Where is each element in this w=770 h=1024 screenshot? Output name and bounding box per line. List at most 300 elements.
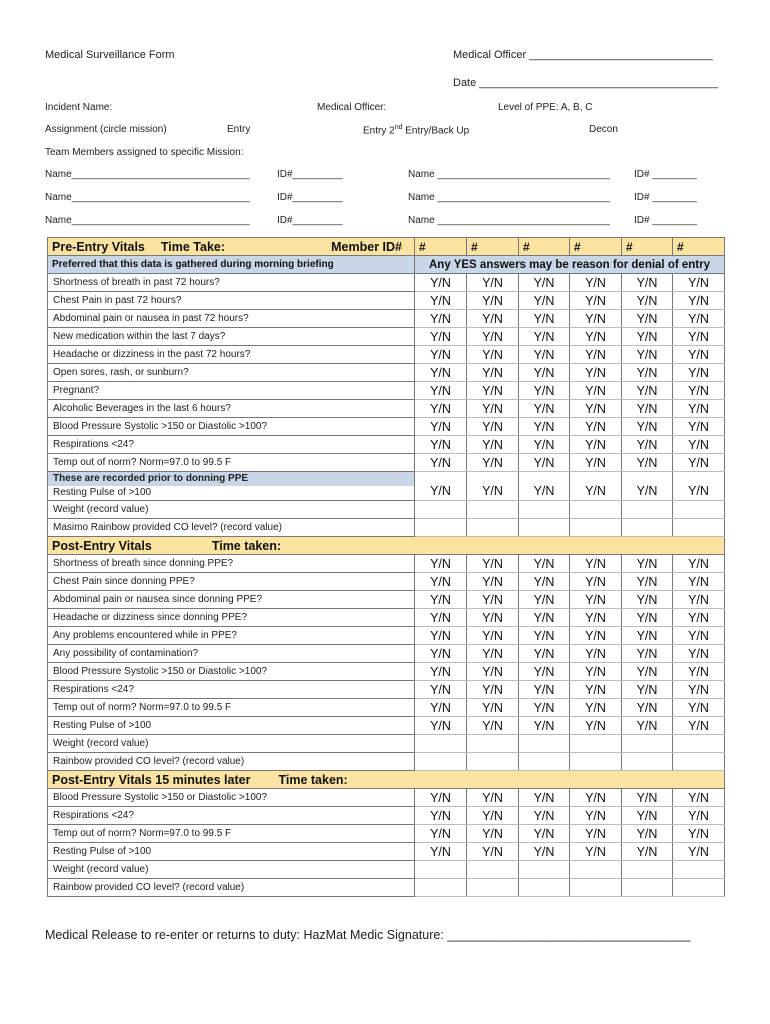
yn-answer-cell[interactable]: Y/N: [415, 454, 467, 472]
yn-answer-cell[interactable]: Y/N: [673, 555, 725, 573]
team-id-field[interactable]: ID# ________: [634, 169, 697, 180]
value-entry-cell[interactable]: [415, 501, 467, 519]
yn-answer-cell[interactable]: Y/N: [519, 472, 570, 501]
value-entry-cell[interactable]: [467, 519, 519, 537]
incident-name-label: Incident Name:: [45, 102, 113, 113]
value-entry-cell[interactable]: [570, 879, 622, 897]
table-row: [48, 519, 725, 537]
value-entry-cell[interactable]: [467, 501, 519, 519]
yn-answer-cell[interactable]: Y/N: [467, 843, 519, 861]
table-row: [48, 454, 725, 472]
member-id-cell[interactable]: #: [570, 238, 622, 256]
yn-answer-cell[interactable]: Y/N: [622, 274, 673, 292]
yn-answer-cell[interactable]: Y/N: [622, 454, 673, 472]
yn-answer-cell[interactable]: Y/N: [570, 400, 622, 418]
yn-answer-cell[interactable]: Y/N: [415, 591, 467, 609]
value-entry-cell[interactable]: [415, 879, 467, 897]
yn-answer-cell[interactable]: Y/N: [673, 789, 725, 807]
yn-answer-cell[interactable]: Y/N: [622, 681, 673, 699]
yn-answer-cell[interactable]: Y/N: [519, 346, 570, 364]
yn-answer-cell[interactable]: Y/N: [570, 418, 622, 436]
yn-answer-cell[interactable]: Y/N: [570, 472, 622, 501]
table-row: [48, 753, 725, 771]
yn-answer-cell[interactable]: Y/N: [467, 717, 519, 735]
table-row: [48, 807, 725, 825]
question-label: Temp out of norm? Norm=97.0 to 99.5 F: [48, 454, 415, 472]
yn-answer-cell[interactable]: Y/N: [519, 454, 570, 472]
yn-answer-cell[interactable]: Y/N: [673, 609, 725, 627]
yn-answer-cell[interactable]: Y/N: [519, 789, 570, 807]
value-entry-cell[interactable]: [415, 753, 467, 771]
yn-answer-cell[interactable]: Y/N: [622, 843, 673, 861]
value-entry-cell[interactable]: [673, 735, 725, 753]
yn-answer-cell[interactable]: Y/N: [570, 789, 622, 807]
yn-answer-cell[interactable]: Y/N: [467, 555, 519, 573]
post-entry-time-label: Time taken:: [211, 538, 282, 553]
question-label: Shortness of breath since donning PPE?: [48, 555, 415, 573]
yn-answer-cell[interactable]: Y/N: [622, 825, 673, 843]
yn-answer-cell[interactable]: Y/N: [519, 627, 570, 645]
yn-answer-cell[interactable]: Y/N: [570, 717, 622, 735]
value-entry-cell[interactable]: [519, 501, 570, 519]
question-label: Respirations <24?: [48, 436, 415, 454]
yn-answer-cell[interactable]: Y/N: [570, 346, 622, 364]
yn-answer-cell[interactable]: Y/N: [467, 663, 519, 681]
table-row: [48, 364, 725, 382]
medical-officer-line[interactable]: Medical Officer ______________________________: [453, 49, 713, 61]
table-row: [48, 771, 725, 789]
yn-answer-cell[interactable]: Y/N: [415, 609, 467, 627]
question-label: New medication within the last 7 days?: [48, 328, 415, 346]
pre-entry-header: [48, 238, 415, 256]
yn-answer-cell[interactable]: Y/N: [570, 274, 622, 292]
question-label: Respirations <24?: [48, 681, 415, 699]
yn-answer-cell[interactable]: Y/N: [519, 825, 570, 843]
yn-answer-cell[interactable]: Y/N: [622, 310, 673, 328]
question-label: Masimo Rainbow provided CO level? (record value): [48, 519, 415, 537]
member-id-cell[interactable]: #: [622, 238, 673, 256]
table-row: [48, 555, 725, 573]
mission-entry[interactable]: Entry: [227, 124, 251, 135]
yn-answer-cell[interactable]: Y/N: [519, 418, 570, 436]
yn-answer-cell[interactable]: Y/N: [415, 807, 467, 825]
yn-answer-cell[interactable]: Y/N: [415, 364, 467, 382]
yn-answer-cell[interactable]: Y/N: [622, 573, 673, 591]
question-label: Rainbow provided CO level? (record value): [48, 753, 415, 771]
team-id-field[interactable]: ID#_________: [277, 169, 343, 180]
yn-answer-cell[interactable]: Y/N: [519, 681, 570, 699]
value-entry-cell[interactable]: [570, 501, 622, 519]
value-entry-cell[interactable]: [570, 735, 622, 753]
yn-answer-cell[interactable]: Y/N: [415, 436, 467, 454]
yn-answer-cell[interactable]: Y/N: [467, 609, 519, 627]
value-entry-cell[interactable]: [519, 753, 570, 771]
yn-answer-cell[interactable]: Y/N: [570, 328, 622, 346]
value-entry-cell[interactable]: [622, 519, 673, 537]
value-entry-cell[interactable]: [673, 861, 725, 879]
yn-answer-cell[interactable]: Y/N: [622, 627, 673, 645]
yn-answer-cell[interactable]: Y/N: [673, 573, 725, 591]
yn-answer-cell[interactable]: Y/N: [622, 328, 673, 346]
question-label: Weight (record value): [48, 861, 415, 879]
yn-answer-cell[interactable]: Y/N: [622, 418, 673, 436]
question-label: Rainbow provided CO level? (record value): [48, 879, 415, 897]
yn-answer-cell[interactable]: Y/N: [519, 292, 570, 310]
question-label: Weight (record value): [48, 735, 415, 753]
yn-answer-cell[interactable]: Y/N: [570, 310, 622, 328]
yn-answer-cell[interactable]: Y/N: [570, 382, 622, 400]
question-label: Open sores, rash, or sunburn?: [48, 364, 415, 382]
yn-answer-cell[interactable]: Y/N: [415, 645, 467, 663]
question-label: Shortness of breath in past 72 hours?: [48, 274, 415, 292]
question-label: Resting Pulse of >100: [53, 487, 152, 498]
yn-answer-cell[interactable]: Y/N: [467, 274, 519, 292]
question-label: Blood Pressure Systolic >150 or Diastolic >100?: [48, 418, 415, 436]
yn-answer-cell[interactable]: Y/N: [467, 645, 519, 663]
vitals-table: [47, 237, 725, 897]
yn-answer-cell[interactable]: Y/N: [622, 382, 673, 400]
question-label: Any problems encountered while in PPE?: [48, 627, 415, 645]
yn-answer-cell[interactable]: Y/N: [467, 789, 519, 807]
yn-answer-cell[interactable]: Y/N: [673, 346, 725, 364]
table-row: [48, 537, 725, 555]
yn-answer-cell[interactable]: Y/N: [673, 472, 725, 501]
question-label: Temp out of norm? Norm=97.0 to 99.5 F: [48, 825, 415, 843]
value-entry-cell[interactable]: [519, 861, 570, 879]
yn-answer-cell[interactable]: Y/N: [467, 310, 519, 328]
mission-decon[interactable]: Decon: [589, 124, 618, 135]
value-entry-cell[interactable]: [570, 861, 622, 879]
yn-answer-cell[interactable]: Y/N: [415, 346, 467, 364]
yes-answers-note: Any YES answers may be reason for denial of entry: [415, 256, 725, 274]
yn-answer-cell[interactable]: Y/N: [673, 328, 725, 346]
yn-answer-cell[interactable]: Y/N: [415, 843, 467, 861]
member-id-cell[interactable]: #: [467, 238, 519, 256]
yn-answer-cell[interactable]: Y/N: [519, 591, 570, 609]
yn-answer-cell[interactable]: Y/N: [673, 681, 725, 699]
member-id-cell[interactable]: #: [415, 238, 467, 256]
yn-answer-cell[interactable]: Y/N: [467, 472, 519, 501]
yn-answer-cell[interactable]: Y/N: [415, 573, 467, 591]
yn-answer-cell[interactable]: Y/N: [415, 699, 467, 717]
value-entry-cell[interactable]: [467, 735, 519, 753]
value-entry-cell[interactable]: [467, 861, 519, 879]
table-row: [48, 825, 725, 843]
question-label: Temp out of norm? Norm=97.0 to 99.5 F: [48, 699, 415, 717]
table-row: [48, 310, 725, 328]
question-label: Headache or dizziness in the past 72 hours?: [48, 346, 415, 364]
table-row: [48, 591, 725, 609]
value-entry-cell[interactable]: [415, 735, 467, 753]
yn-answer-cell[interactable]: Y/N: [467, 807, 519, 825]
yn-answer-cell[interactable]: Y/N: [622, 807, 673, 825]
table-row: [48, 238, 725, 256]
yn-answer-cell[interactable]: Y/N: [673, 699, 725, 717]
yn-answer-cell[interactable]: Y/N: [673, 382, 725, 400]
post-entry-15-header: [48, 771, 725, 789]
yn-answer-cell[interactable]: Y/N: [622, 472, 673, 501]
yn-answer-cell[interactable]: Y/N: [570, 807, 622, 825]
pre-entry-title: Pre-Entry Vitals: [52, 239, 145, 254]
value-entry-cell[interactable]: [570, 519, 622, 537]
question-label: Blood Pressure Systolic >150 or Diastolic >100?: [48, 789, 415, 807]
yn-answer-cell[interactable]: Y/N: [467, 364, 519, 382]
team-name-field[interactable]: Name _______________________________: [408, 192, 610, 203]
value-entry-cell[interactable]: [622, 753, 673, 771]
yn-answer-cell[interactable]: Y/N: [570, 663, 622, 681]
yn-answer-cell[interactable]: Y/N: [415, 825, 467, 843]
value-entry-cell[interactable]: [570, 753, 622, 771]
member-id-cell[interactable]: #: [519, 238, 570, 256]
yn-answer-cell[interactable]: Y/N: [519, 609, 570, 627]
yn-answer-cell[interactable]: Y/N: [467, 436, 519, 454]
yn-answer-cell[interactable]: Y/N: [415, 627, 467, 645]
yn-answer-cell[interactable]: Y/N: [673, 843, 725, 861]
table-row: [48, 292, 725, 310]
yn-answer-cell[interactable]: Y/N: [570, 364, 622, 382]
form-title: Medical Surveillance Form: [45, 49, 175, 61]
yn-answer-cell[interactable]: Y/N: [570, 454, 622, 472]
yn-answer-cell[interactable]: Y/N: [622, 717, 673, 735]
yn-answer-cell[interactable]: Y/N: [467, 825, 519, 843]
value-entry-cell[interactable]: [673, 879, 725, 897]
team-name-field[interactable]: Name________________________________: [45, 215, 250, 226]
table-row: [48, 436, 725, 454]
table-row: [48, 346, 725, 364]
value-entry-cell[interactable]: [467, 879, 519, 897]
yn-answer-cell[interactable]: Y/N: [519, 274, 570, 292]
value-entry-cell[interactable]: [673, 501, 725, 519]
yn-answer-cell[interactable]: Y/N: [519, 807, 570, 825]
yn-answer-cell[interactable]: Y/N: [673, 627, 725, 645]
yn-answer-cell[interactable]: Y/N: [673, 454, 725, 472]
question-label: Blood Pressure Systolic >150 or Diastolic >100?: [48, 663, 415, 681]
table-row: [48, 879, 725, 897]
yn-answer-cell[interactable]: Y/N: [570, 825, 622, 843]
yn-answer-cell[interactable]: Y/N: [673, 807, 725, 825]
question-label: Chest Pain since donning PPE?: [48, 573, 415, 591]
yn-answer-cell[interactable]: Y/N: [673, 663, 725, 681]
value-entry-cell[interactable]: [622, 735, 673, 753]
table-row: [48, 735, 725, 753]
yn-answer-cell[interactable]: Y/N: [673, 310, 725, 328]
question-label: Chest Pain in past 72 hours?: [48, 292, 415, 310]
yn-answer-cell[interactable]: Y/N: [622, 364, 673, 382]
yn-answer-cell[interactable]: Y/N: [415, 310, 467, 328]
team-id-field[interactable]: ID# ________: [634, 215, 697, 226]
yn-answer-cell[interactable]: Y/N: [622, 591, 673, 609]
yn-answer-cell[interactable]: Y/N: [467, 382, 519, 400]
yn-answer-cell[interactable]: Y/N: [622, 609, 673, 627]
yn-answer-cell[interactable]: Y/N: [467, 292, 519, 310]
yn-answer-cell[interactable]: Y/N: [519, 573, 570, 591]
yn-answer-cell[interactable]: Y/N: [519, 645, 570, 663]
value-entry-cell[interactable]: [415, 519, 467, 537]
yn-answer-cell[interactable]: Y/N: [467, 627, 519, 645]
level-ppe-label: Level of PPE: A, B, C: [498, 102, 593, 113]
table-row: [48, 382, 725, 400]
table-row: [48, 400, 725, 418]
table-row: [48, 843, 725, 861]
yn-answer-cell[interactable]: Y/N: [415, 328, 467, 346]
value-entry-cell[interactable]: [415, 861, 467, 879]
yn-answer-cell[interactable]: Y/N: [622, 436, 673, 454]
yn-answer-cell[interactable]: Y/N: [415, 681, 467, 699]
yn-answer-cell[interactable]: Y/N: [519, 328, 570, 346]
question-label: Abdominal pain or nausea since donning PPE?: [48, 591, 415, 609]
yn-answer-cell[interactable]: Y/N: [415, 555, 467, 573]
yn-answer-cell[interactable]: Y/N: [415, 400, 467, 418]
question-label: Abdominal pain or nausea in past 72 hours?: [48, 310, 415, 328]
table-row: [48, 789, 725, 807]
yn-answer-cell[interactable]: Y/N: [467, 591, 519, 609]
value-entry-cell[interactable]: [519, 519, 570, 537]
yn-answer-cell[interactable]: Y/N: [519, 663, 570, 681]
yn-answer-cell[interactable]: Y/N: [415, 717, 467, 735]
value-entry-cell[interactable]: [622, 879, 673, 897]
yn-answer-cell[interactable]: Y/N: [673, 418, 725, 436]
question-label: Weight (record value): [48, 501, 415, 519]
yn-answer-cell[interactable]: Y/N: [622, 645, 673, 663]
post-entry-15-time-label: Time taken:: [278, 772, 348, 787]
yn-answer-cell[interactable]: Y/N: [415, 274, 467, 292]
donning-note: These are recorded prior to donning PPE: [48, 472, 414, 486]
question-label: Resting Pulse of >100: [48, 717, 415, 735]
yn-answer-cell[interactable]: Y/N: [570, 555, 622, 573]
yn-answer-cell[interactable]: Y/N: [570, 843, 622, 861]
yn-answer-cell[interactable]: Y/N: [622, 789, 673, 807]
yn-answer-cell[interactable]: Y/N: [415, 292, 467, 310]
table-row: [48, 418, 725, 436]
yn-answer-cell[interactable]: Y/N: [673, 400, 725, 418]
yn-answer-cell[interactable]: Y/N: [519, 364, 570, 382]
yn-answer-cell[interactable]: Y/N: [673, 436, 725, 454]
yn-answer-cell[interactable]: Y/N: [673, 717, 725, 735]
donning-pulse-cell: [48, 472, 415, 501]
team-name-field[interactable]: Name _______________________________: [408, 169, 610, 180]
table-row: [48, 573, 725, 591]
yn-answer-cell[interactable]: Y/N: [467, 418, 519, 436]
yn-answer-cell[interactable]: Y/N: [570, 645, 622, 663]
team-id-field[interactable]: ID#_________: [277, 215, 343, 226]
yn-answer-cell[interactable]: Y/N: [467, 346, 519, 364]
post-entry-title: Post-Entry Vitals: [52, 538, 152, 553]
yn-answer-cell[interactable]: Y/N: [622, 663, 673, 681]
value-entry-cell[interactable]: [467, 753, 519, 771]
date-line[interactable]: Date _______________________________________: [453, 77, 718, 89]
table-row: [48, 256, 725, 274]
yn-answer-cell[interactable]: Y/N: [519, 382, 570, 400]
table-row: [48, 274, 725, 292]
team-id-field[interactable]: ID# ________: [634, 192, 697, 203]
yn-answer-cell[interactable]: Y/N: [570, 436, 622, 454]
yn-answer-cell[interactable]: Y/N: [519, 436, 570, 454]
value-entry-cell[interactable]: [519, 735, 570, 753]
yn-answer-cell[interactable]: Y/N: [415, 472, 467, 501]
yn-answer-cell[interactable]: Y/N: [519, 400, 570, 418]
question-label: Alcoholic Beverages in the last 6 hours?: [48, 400, 415, 418]
table-row: [48, 609, 725, 627]
question-label: Resting Pulse of >100: [48, 843, 415, 861]
mission-entry-2nd[interactable]: Entry 2nd Entry/Back Up: [363, 124, 470, 137]
yn-answer-cell[interactable]: Y/N: [570, 699, 622, 717]
yn-answer-cell[interactable]: Y/N: [519, 310, 570, 328]
value-entry-cell[interactable]: [622, 501, 673, 519]
medical-release-signature-line[interactable]: Medical Release to re-enter or returns to duty: HazMat Medic Signature: ___________________________________: [45, 928, 691, 942]
yn-answer-cell[interactable]: Y/N: [570, 681, 622, 699]
yn-answer-cell[interactable]: Y/N: [622, 699, 673, 717]
member-id-cell[interactable]: #: [673, 238, 725, 256]
value-entry-cell[interactable]: [622, 861, 673, 879]
table-row: [48, 717, 725, 735]
yn-answer-cell[interactable]: Y/N: [467, 454, 519, 472]
yn-answer-cell[interactable]: Y/N: [519, 843, 570, 861]
team-name-field[interactable]: Name________________________________: [45, 169, 250, 180]
yn-answer-cell[interactable]: Y/N: [622, 400, 673, 418]
yn-answer-cell[interactable]: Y/N: [570, 609, 622, 627]
medical-officer-label: Medical Officer:: [317, 102, 387, 113]
yn-answer-cell[interactable]: Y/N: [415, 418, 467, 436]
yn-answer-cell[interactable]: Y/N: [570, 573, 622, 591]
table-row: [48, 681, 725, 699]
yn-answer-cell[interactable]: Y/N: [467, 400, 519, 418]
yn-answer-cell[interactable]: Y/N: [570, 591, 622, 609]
yn-answer-cell[interactable]: Y/N: [467, 681, 519, 699]
yn-answer-cell[interactable]: Y/N: [673, 591, 725, 609]
yn-answer-cell[interactable]: Y/N: [570, 627, 622, 645]
pre-entry-note: Preferred that this data is gathered during morning briefing: [48, 256, 415, 274]
question-label: Headache or dizziness since donning PPE?: [48, 609, 415, 627]
assignment-label: Assignment (circle mission): [45, 124, 167, 135]
yn-answer-cell[interactable]: Y/N: [673, 292, 725, 310]
yn-answer-cell[interactable]: Y/N: [570, 292, 622, 310]
yn-answer-cell[interactable]: Y/N: [467, 328, 519, 346]
yn-answer-cell[interactable]: Y/N: [415, 789, 467, 807]
yn-answer-cell[interactable]: Y/N: [622, 292, 673, 310]
team-members-label: Team Members assigned to specific Mission:: [45, 147, 244, 158]
yn-answer-cell[interactable]: Y/N: [467, 699, 519, 717]
yn-answer-cell[interactable]: Y/N: [622, 555, 673, 573]
yn-answer-cell[interactable]: Y/N: [415, 382, 467, 400]
value-entry-cell[interactable]: [673, 519, 725, 537]
question-label: Respirations <24?: [48, 807, 415, 825]
post-entry-header: [48, 537, 725, 555]
yn-answer-cell[interactable]: Y/N: [415, 663, 467, 681]
value-entry-cell[interactable]: [519, 879, 570, 897]
team-name-field[interactable]: Name _______________________________: [408, 215, 610, 226]
table-row: [48, 328, 725, 346]
yn-answer-cell[interactable]: Y/N: [673, 364, 725, 382]
question-label: Pregnant?: [48, 382, 415, 400]
team-id-field[interactable]: ID#_________: [277, 192, 343, 203]
table-row: [48, 699, 725, 717]
table-row: [48, 627, 725, 645]
team-name-field[interactable]: Name________________________________: [45, 192, 250, 203]
yn-answer-cell[interactable]: Y/N: [673, 825, 725, 843]
yn-answer-cell[interactable]: Y/N: [467, 573, 519, 591]
post-entry-15-title: Post-Entry Vitals 15 minutes later: [52, 772, 251, 787]
table-row: [48, 472, 725, 501]
yn-answer-cell[interactable]: Y/N: [519, 555, 570, 573]
value-entry-cell[interactable]: [673, 753, 725, 771]
yn-answer-cell[interactable]: Y/N: [519, 717, 570, 735]
yn-answer-cell[interactable]: Y/N: [673, 274, 725, 292]
table-row: [48, 861, 725, 879]
yn-answer-cell[interactable]: Y/N: [673, 645, 725, 663]
yn-answer-cell[interactable]: Y/N: [519, 699, 570, 717]
pre-entry-time-label: Time Take:: [160, 239, 226, 254]
yn-answer-cell[interactable]: Y/N: [622, 346, 673, 364]
